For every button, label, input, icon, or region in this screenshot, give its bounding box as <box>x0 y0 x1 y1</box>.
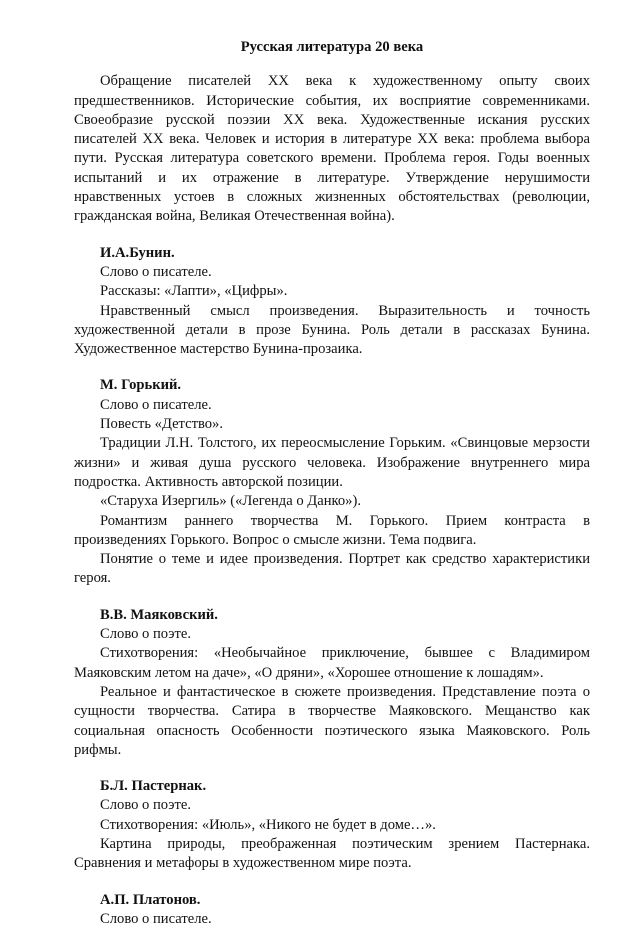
section-paragraph: Повесть «Детство». <box>100 416 223 433</box>
intro-paragraph: Обращение писателей XX века к художественному опыту своих предшественников. Исторические события, их восприятие современниками. Своеобразие русской поэзии XX века. Художественные искания русских писателей XX века. Человек и история в литературе XX века: проблема выбора пути. Русская литература советского времени. Проблема героя. Годы военных испытаний и их отражение в литературе. Утверждение нерушимости нравственных устоев в сложных жизненных обстоятельствах (революции, гражданская война, Великая Отечественная война). <box>74 73 590 225</box>
section-paragraph: Понятие о теме и идее произведения. Портрет как средство характеристики героя. <box>74 551 590 587</box>
section-paragraph: «Старуха Изергиль» («Легенда о Данко»). <box>100 493 361 510</box>
section-paragraph: Слово о поэте. <box>100 797 192 814</box>
document-title: Русская литература 20 века <box>240 39 424 55</box>
section-pasternak <box>74 777 590 873</box>
document-page <box>74 38 590 929</box>
section-paragraph: Нравственный смысл произведения. Выразительность и точность художественной детали в прозе Бунина. Роль детали в рассказах Бунина. Художественное мастерство Бунина-прозаика. <box>74 302 590 358</box>
section-paragraph: Слово о писателе. <box>100 263 212 280</box>
section-paragraph: Стихотворения: «Июль», «Никого не будет в доме…». <box>100 816 436 833</box>
section-bunin <box>74 244 590 360</box>
section-mayakovsky <box>74 606 590 760</box>
section-heading: И.А.Бунин. <box>100 244 175 261</box>
section-paragraph: Стихотворения: «Необычайное приключение, бывшее с Владимиром Маяковским летом на даче», «О дряни», «Хорошее отношение к лошадям». <box>74 645 590 681</box>
section-paragraph: Традиции Л.Н. Толстого, их переосмысление Горьким. «Свинцовые мерзости жизни» и живая душа русского человека. Изображение внутреннего мира подростка. Активность авторской позиции. <box>74 435 590 490</box>
section-paragraph: Картина природы, преображенная поэтическим зрением Пастернака. Сравнения и метафоры в художественном мире поэта. <box>74 835 590 872</box>
section-paragraph: Слово о поэте. <box>100 626 192 643</box>
section-heading: В.В. Маяковский. <box>100 606 218 623</box>
section-paragraph: Слово о писателе. <box>100 910 212 927</box>
section-heading: М. Горький. <box>100 377 182 394</box>
section-paragraph: Рассказы: «Лапти», «Цифры». <box>100 283 288 300</box>
section-paragraph: Слово о писателе. <box>100 396 212 413</box>
section-paragraph: Реальное и фантастическое в сюжете произведения. Представление поэта о сущности творчества. Сатира в творчестве Маяковского. Мещанство как социальная опасность Особенности поэтического языка Маяковского. Роль рифмы. <box>74 683 590 758</box>
section-heading: А.П. Платонов. <box>100 891 201 908</box>
section-platonov <box>74 891 590 929</box>
section-gorky <box>74 376 590 588</box>
section-heading: Б.Л. Пастернак. <box>100 778 207 795</box>
section-paragraph: Романтизм раннего творчества М. Горького. Прием контраста в произведениях Горького. Вопрос о смысле жизни. Тема подвига. <box>74 512 590 548</box>
